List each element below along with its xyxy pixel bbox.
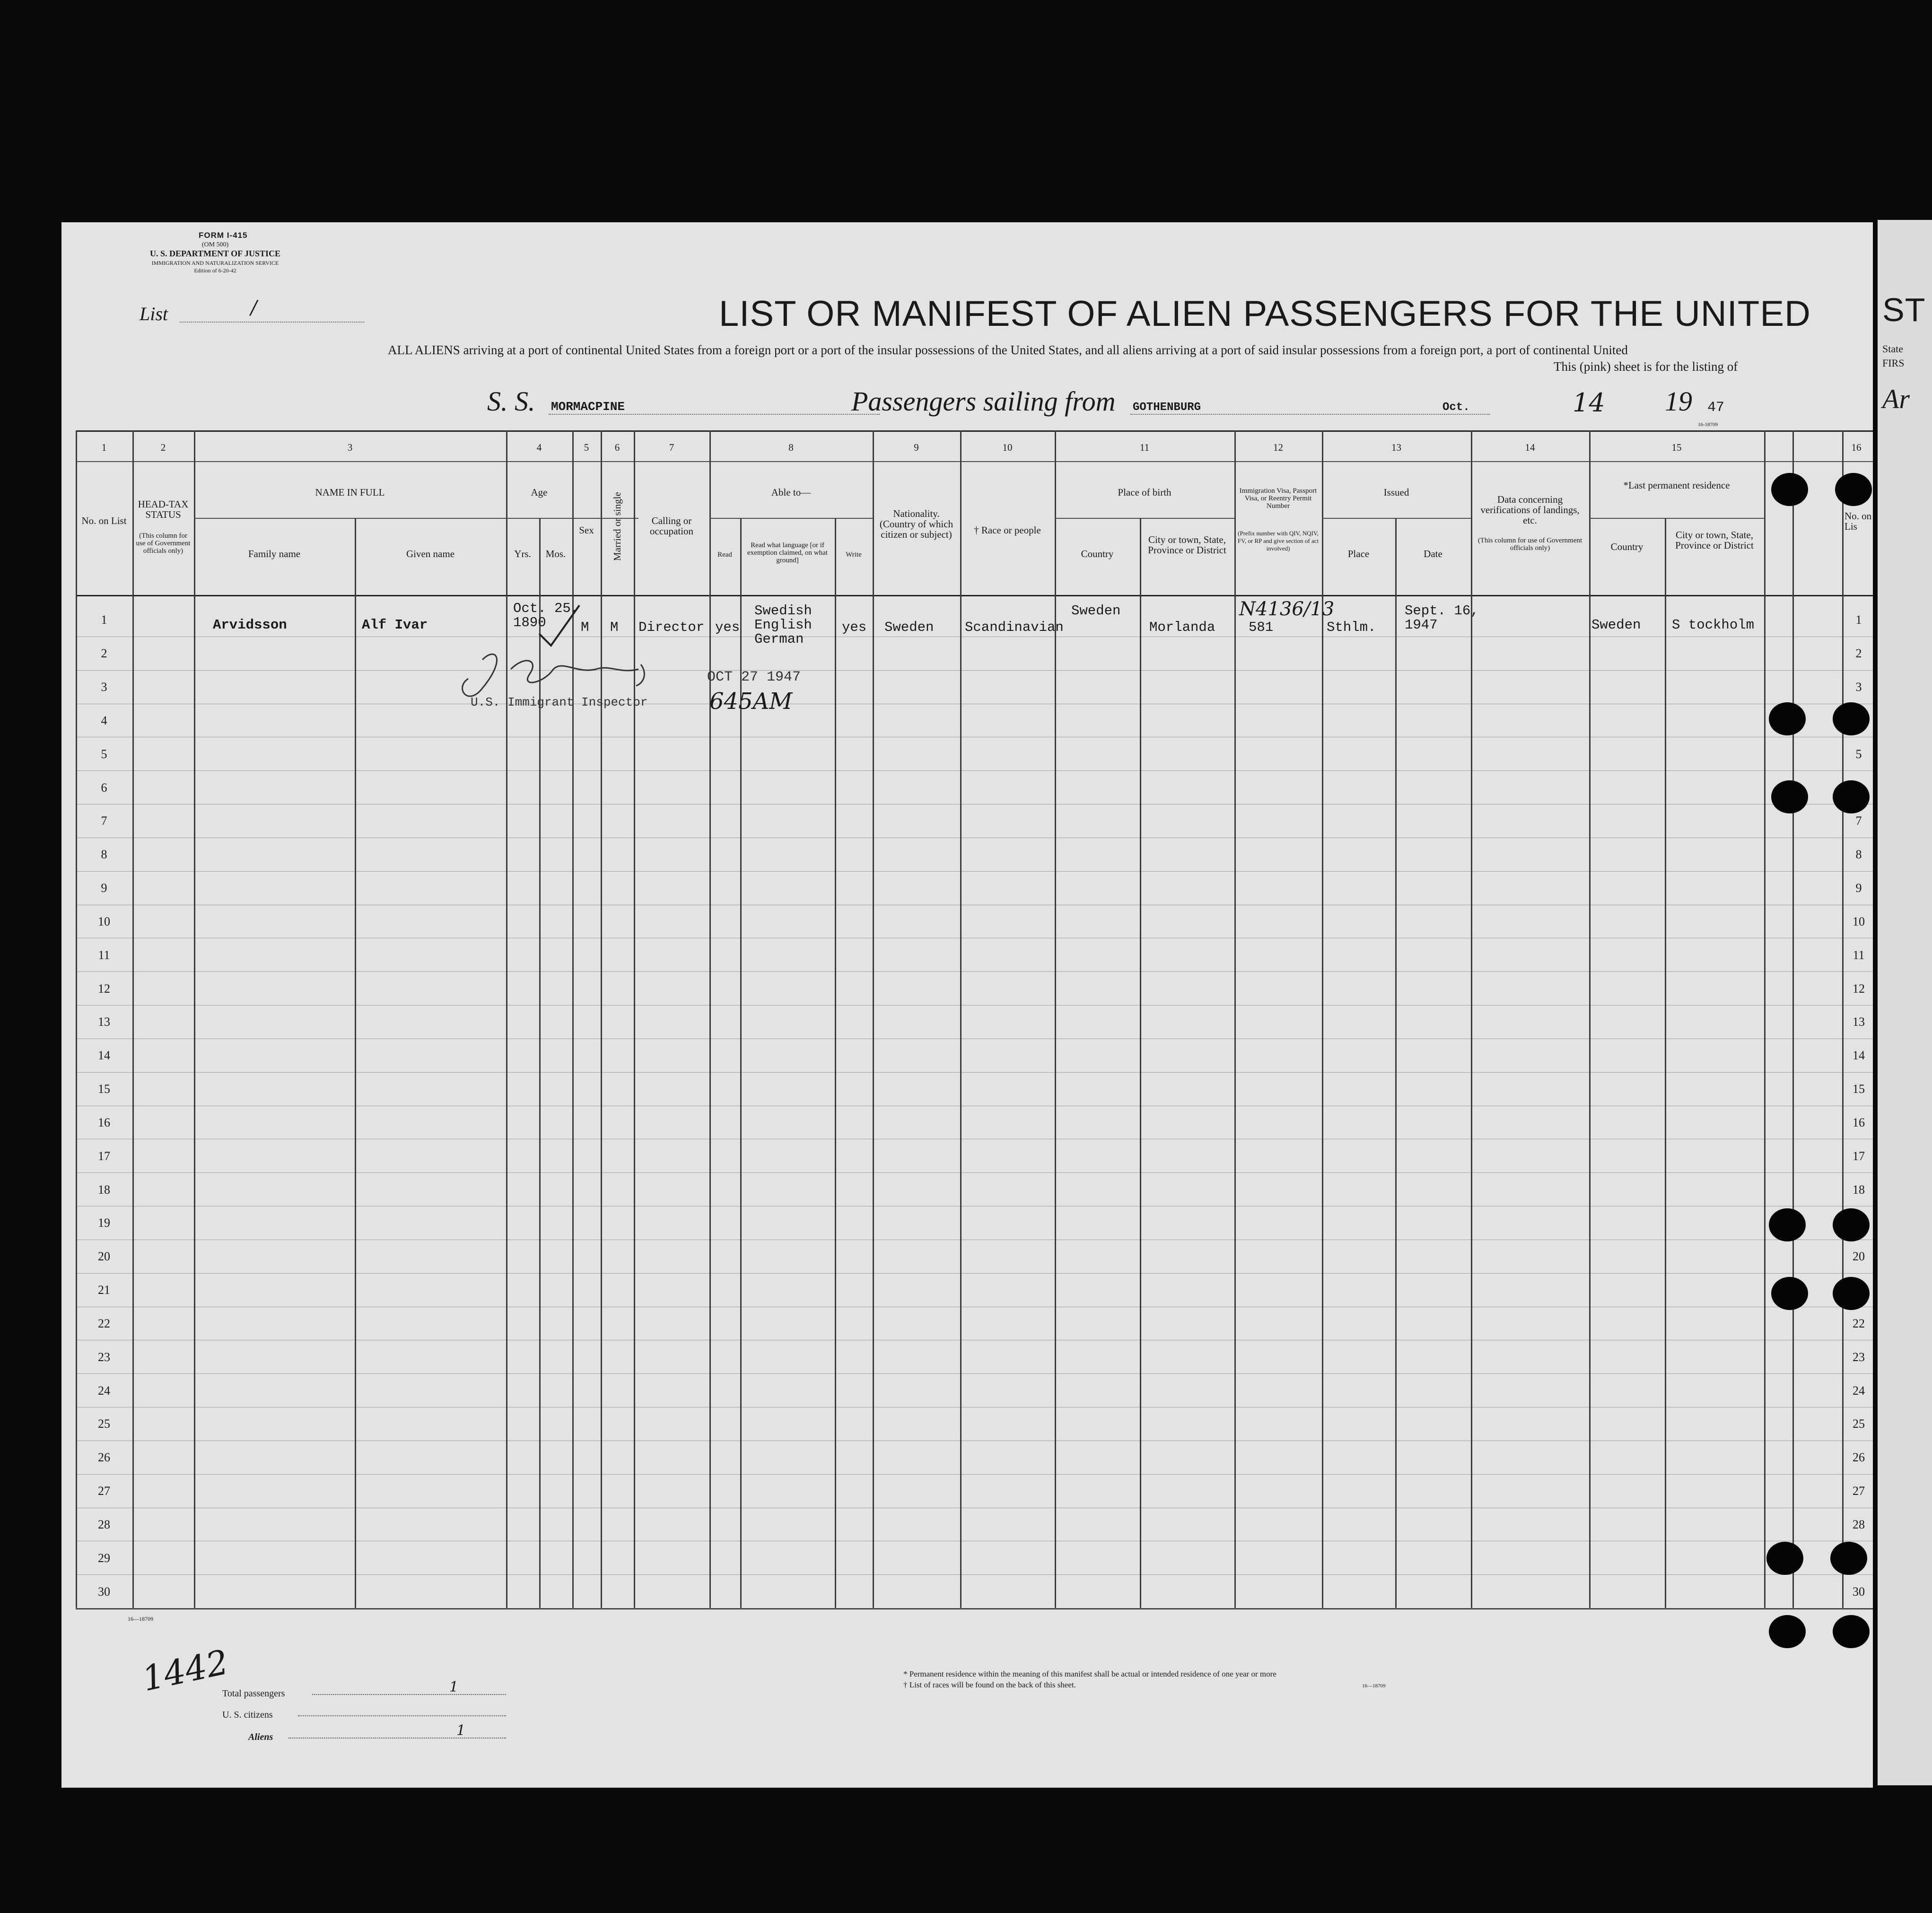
manifest-title: LIST OR MANIFEST OF ALIEN PASSENGERS FOR THE UNITED — [719, 294, 1811, 334]
row-number: 21 — [98, 1283, 110, 1297]
row-number: 13 — [1853, 1015, 1865, 1029]
row-number: 9 — [1855, 881, 1862, 895]
colnum-7: 7 — [669, 442, 674, 453]
colnum-16: 16 — [1851, 442, 1862, 453]
col-line — [1665, 518, 1666, 1608]
passenger-nationality: Sweden — [884, 620, 934, 635]
row-number: 3 — [1855, 680, 1862, 694]
row-line — [76, 1273, 1873, 1274]
ss-label: S. S. — [487, 386, 535, 417]
passenger-lang3: German — [754, 631, 804, 647]
row-number: 14 — [98, 1048, 110, 1062]
col-line — [506, 430, 507, 1608]
colnum-border — [76, 461, 1873, 462]
row-number: 17 — [98, 1149, 110, 1163]
colnum-1: 1 — [101, 442, 107, 453]
edge-line1: State — [1882, 343, 1903, 355]
subheader-line — [709, 518, 873, 519]
row-line — [76, 871, 1873, 872]
service: IMMIGRATION AND NATURALIZATION SERVICE — [151, 260, 279, 266]
header-date: Date — [1424, 548, 1442, 559]
row-number: 24 — [1853, 1384, 1865, 1398]
row-number: 26 — [98, 1450, 110, 1464]
header-race: † Race or people — [974, 524, 1041, 536]
passenger-res-city: S tockholm — [1672, 617, 1755, 633]
port-line — [1130, 414, 1490, 415]
row-number: 28 — [1853, 1518, 1865, 1531]
colnum-6: 6 — [614, 442, 620, 453]
row-number: 22 — [1853, 1317, 1865, 1330]
col-line — [194, 430, 195, 1608]
row-number: 22 — [98, 1317, 110, 1330]
row-number: 20 — [98, 1249, 110, 1263]
print-code: 16-18709 — [1698, 422, 1718, 428]
row-number: 25 — [1853, 1417, 1865, 1431]
row-number: 20 — [1853, 1249, 1865, 1263]
row-number: 5 — [1855, 747, 1862, 761]
row-number: 9 — [101, 881, 107, 895]
ship-line — [549, 414, 880, 415]
colnum-13: 13 — [1391, 442, 1401, 453]
aliens-value: 1 — [456, 1722, 466, 1739]
footnote-2: † List of races will be found on the back of this sheet. — [903, 1680, 1076, 1689]
subtitle-line1: ALL ALIENS arriving at a port of continental United States from a foreign port or a port of the insular possessions of the United States, and all aliens arriving at a port of said insular possessions from a foreign port, a port of continental United — [388, 343, 1628, 357]
row-number: 27 — [1853, 1484, 1865, 1498]
col-line — [76, 430, 77, 1608]
col-line — [355, 518, 356, 1608]
list-number: / — [251, 297, 257, 319]
date-day: 14 — [1573, 388, 1605, 418]
row-number: 2 — [1855, 646, 1862, 660]
handwritten-number: 1442 — [139, 1642, 232, 1699]
col-line — [1792, 430, 1794, 1608]
header-given-name: Given name — [406, 548, 455, 559]
row-number: 6 — [101, 781, 107, 795]
ship-name: MORMACPINE — [551, 400, 625, 414]
row-number: 17 — [1853, 1149, 1865, 1163]
stamp-date: OCT 27 1947 — [707, 669, 801, 685]
port-name: GOTHENBURG — [1133, 401, 1201, 414]
col-line — [835, 518, 836, 1608]
row-number: 7 — [1855, 814, 1862, 828]
header-mos: Mos. — [545, 548, 566, 559]
passenger-given-name: Alf Ivar — [362, 617, 428, 633]
year-suffix: 47 — [1707, 400, 1725, 416]
row-number: 8 — [1855, 847, 1862, 861]
row-number: 11 — [1853, 948, 1865, 962]
punch-hole — [1769, 1208, 1806, 1241]
row-line — [76, 770, 1873, 771]
punch-hole — [1769, 1615, 1806, 1648]
us-citizens-label: U. S. citizens — [222, 1710, 273, 1720]
colnum-10: 10 — [1002, 442, 1013, 453]
header-head-tax-note: (This column for use of Government officials only) — [136, 532, 191, 555]
col-line — [873, 430, 874, 1608]
row-number: 27 — [98, 1484, 110, 1498]
aliens-label: Aliens — [248, 1732, 273, 1742]
col-line — [709, 430, 711, 1608]
header-age: Age — [531, 487, 548, 498]
punch-hole — [1771, 1277, 1808, 1310]
col-line — [1234, 430, 1236, 1608]
colnum-9: 9 — [914, 442, 919, 453]
row-line — [76, 670, 1873, 671]
header-country: Country — [1081, 548, 1114, 559]
edition: Edition of 6-20-42 — [194, 267, 236, 274]
row-number: 14 — [1853, 1048, 1865, 1062]
row-number: 7 — [101, 814, 107, 828]
list-label: List — [140, 303, 168, 324]
colnum-5: 5 — [584, 442, 589, 453]
form-number: FORM I-415 — [199, 231, 248, 240]
code-left: 16—18709 — [128, 1616, 153, 1622]
header-visa-note: (Prefix number with QIV, NQIV, FV, or RP and give section of act involved) — [1237, 530, 1319, 552]
header-city-town: City or town, State, Province or District — [1148, 534, 1226, 556]
passenger-birth-city: Morlanda — [1149, 620, 1215, 635]
row-line — [76, 1474, 1873, 1475]
row-line — [76, 971, 1873, 972]
colnum-14: 14 — [1525, 442, 1535, 453]
header-last-residence: *Last permanent residence — [1623, 480, 1730, 491]
row-line — [76, 1072, 1873, 1073]
manifest-sheet — [61, 222, 1873, 1788]
header-able-to: Able to— — [771, 487, 811, 498]
header-place-of-birth: Place of birth — [1118, 487, 1171, 498]
header-read-lang: Read what language [or if exemption claimed, on what ground] — [747, 542, 828, 564]
header-visa: Immigration Visa, Passport Visa, or Reentry Permit Number — [1239, 487, 1317, 510]
punch-hole — [1830, 1542, 1867, 1575]
col-line — [132, 430, 134, 1608]
colnum-3: 3 — [347, 442, 353, 453]
passenger-birth-country: Sweden — [1071, 603, 1121, 619]
passenger-sex: M — [581, 620, 589, 635]
header-data-concerning: Data concerning verifications of landings, etc. — [1480, 494, 1580, 526]
punch-hole — [1766, 1542, 1803, 1575]
row-number: 12 — [98, 982, 110, 996]
punch-hole — [1771, 473, 1808, 506]
col-line — [1055, 430, 1056, 1608]
subheader-line — [1055, 518, 1234, 519]
row-number: 11 — [98, 948, 110, 962]
citizens-line — [298, 1715, 506, 1716]
col-line — [960, 430, 962, 1608]
passenger-occupation: Director — [638, 620, 705, 635]
passenger-res-country: Sweden — [1591, 617, 1641, 633]
punch-hole — [1833, 1208, 1870, 1241]
col-line — [601, 430, 602, 1608]
row-line — [76, 1574, 1873, 1575]
header-name-in-full: NAME IN FULL — [315, 487, 385, 498]
row-number: 3 — [101, 680, 107, 694]
passenger-issued-date1: Sept. 16, — [1405, 603, 1479, 619]
header-calling: Calling or occupation — [649, 515, 694, 537]
row-number: 15 — [1853, 1082, 1865, 1096]
total-passengers-label: Total passengers — [222, 1688, 285, 1699]
row-number: 1 — [1855, 613, 1862, 627]
header-data-note: (This column for use of Government officials only) — [1477, 537, 1582, 552]
row-line — [76, 1172, 1873, 1173]
col-line — [1140, 518, 1141, 1608]
header-bottom-border — [76, 595, 1873, 596]
row-number: 5 — [101, 747, 107, 761]
row-number: 23 — [98, 1350, 110, 1364]
date-month: Oct. — [1442, 401, 1470, 414]
sailing-label: Passengers sailing from — [851, 386, 1116, 417]
subtitle-line2: This (pink) sheet is for the listing of — [1554, 359, 1738, 374]
row-line — [76, 1373, 1873, 1374]
row-number: 16 — [1853, 1116, 1865, 1129]
header-edge-no: No. on Lis — [1845, 510, 1872, 532]
colnum-2: 2 — [160, 442, 166, 453]
department: U. S. DEPARTMENT OF JUSTICE — [149, 249, 281, 258]
footnote-1: * Permanent residence within the meaning of this manifest shall be actual or intended residence of one year or more — [903, 1669, 1276, 1678]
title-edge: ST — [1882, 291, 1926, 328]
header-yrs: Yrs. — [514, 548, 531, 559]
passenger-issued-place: Sthlm. — [1327, 620, 1376, 635]
om-number: (OM 500) — [201, 241, 229, 248]
row-number: 10 — [1853, 915, 1865, 928]
header-family-name: Family name — [248, 548, 301, 559]
col-line — [1395, 518, 1397, 1608]
punch-hole — [1771, 780, 1808, 813]
colnum-4: 4 — [536, 442, 542, 453]
passenger-visa-hand: N4136/13 — [1239, 598, 1335, 620]
colnum-8: 8 — [788, 442, 794, 453]
passenger-birthdate: Oct. 25, — [513, 601, 579, 616]
col-line — [1842, 430, 1844, 1608]
punch-hole — [1833, 702, 1870, 735]
row-number: 13 — [98, 1015, 110, 1029]
header-res-country: Country — [1610, 541, 1644, 552]
row-number: 26 — [1853, 1450, 1865, 1464]
year-prefix: 19 — [1665, 386, 1692, 417]
row-number: 2 — [101, 646, 107, 660]
punch-hole — [1833, 1615, 1870, 1648]
list-line — [180, 322, 364, 323]
row-number: 4 — [101, 714, 107, 727]
passenger-lang2: English — [754, 617, 812, 633]
colnum-15: 15 — [1671, 442, 1682, 453]
header-head-tax: HEAD-TAX STATUS — [138, 498, 189, 520]
row-number: 18 — [98, 1183, 110, 1197]
passenger-family-name: Arvidsson — [213, 617, 287, 633]
row-number: 18 — [1853, 1183, 1865, 1197]
header-place: Place — [1347, 548, 1370, 559]
header-write: Write — [846, 551, 862, 559]
row-number: 8 — [101, 847, 107, 861]
header-res-city: City or town, State, Province or District — [1675, 529, 1754, 551]
header-nationality: Nationality. (Country of which citizen or subject) — [879, 508, 953, 540]
stamp-inspector: U.S. Immigrant Inspector — [471, 695, 648, 709]
header-issued: Issued — [1383, 487, 1409, 498]
row-number: 30 — [98, 1585, 110, 1599]
row-number: 10 — [98, 915, 110, 928]
header-married: Married or single — [612, 492, 623, 561]
passenger-issued-date2: 1947 — [1405, 617, 1438, 633]
row-number: 30 — [1853, 1585, 1865, 1599]
row-number: 29 — [98, 1551, 110, 1565]
row-number: 15 — [98, 1082, 110, 1096]
punch-hole — [1769, 702, 1806, 735]
subheader-line — [1589, 518, 1764, 519]
col-line — [1589, 430, 1591, 1608]
punch-hole — [1833, 1277, 1870, 1310]
row-number: 24 — [98, 1384, 110, 1398]
stamp-time: 645AM — [709, 688, 793, 715]
passenger-write: yes — [842, 620, 867, 635]
row-number: 23 — [1853, 1350, 1865, 1364]
passenger-visa-num: 581 — [1249, 620, 1274, 635]
row-number: 1 — [101, 613, 107, 627]
passenger-lang1: Swedish — [754, 603, 812, 619]
header-read: Read — [717, 551, 732, 559]
subheader-line — [194, 518, 638, 519]
colnum-11: 11 — [1139, 442, 1150, 453]
header-no-on-list: No. on List — [81, 515, 127, 526]
code-right: 16—18709 — [1362, 1683, 1386, 1689]
passenger-read: yes — [715, 620, 740, 635]
col-line — [1764, 430, 1766, 1608]
adjacent-sheet-edge — [1878, 220, 1932, 1785]
edge-ar: Ar — [1882, 384, 1910, 414]
total-passengers-value: 1 — [449, 1679, 459, 1695]
row-number: 28 — [98, 1518, 110, 1531]
total-line — [312, 1694, 506, 1695]
table-top-border — [76, 430, 1873, 432]
colnum-12: 12 — [1273, 442, 1283, 453]
subheader-line — [1322, 518, 1471, 519]
passenger-married: M — [610, 620, 619, 635]
punch-hole — [1835, 473, 1872, 506]
row-number: 25 — [98, 1417, 110, 1431]
row-number: 16 — [98, 1116, 110, 1129]
passenger-birthyear: 1890 — [513, 615, 546, 630]
passenger-race: Scandinavian — [965, 620, 1064, 635]
col-line — [634, 430, 635, 1608]
edge-line2: FIRS — [1882, 357, 1905, 369]
row-number: 19 — [98, 1216, 110, 1230]
punch-hole — [1833, 780, 1870, 813]
row-number: 12 — [1853, 982, 1865, 996]
header-sex: Sex — [579, 524, 594, 536]
